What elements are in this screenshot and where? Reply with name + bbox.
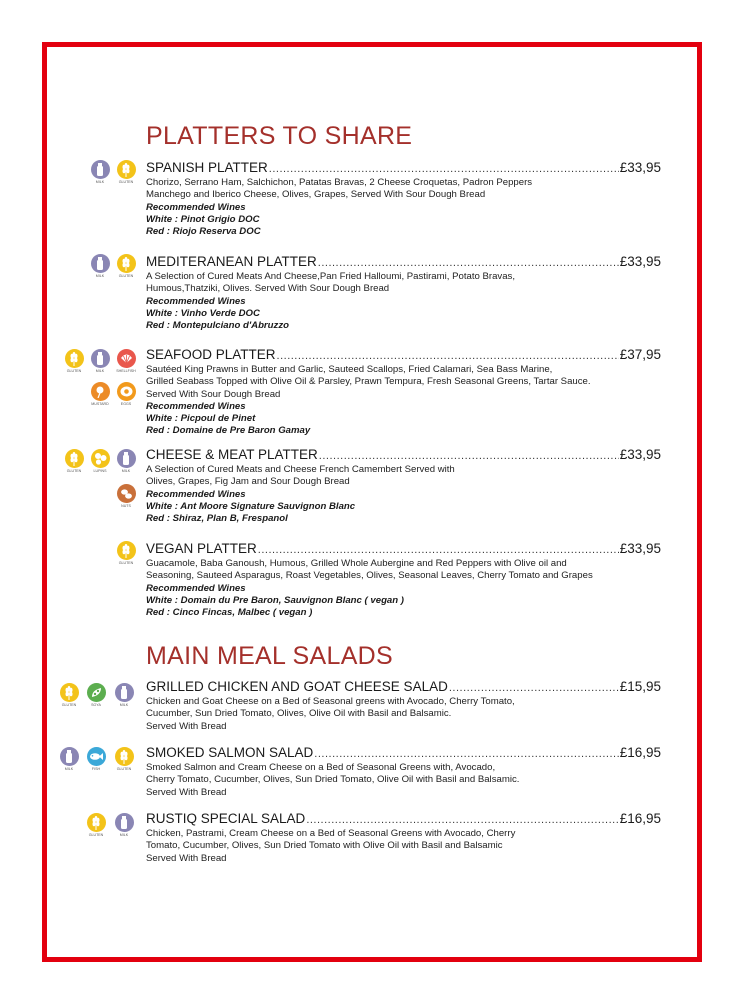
- dot-leader: [314, 746, 618, 762]
- wine-white: White : Vinho Verde DOC: [146, 307, 260, 319]
- fish-icon: [87, 747, 106, 766]
- wine-red: Red : Riojo Reserva DOC: [146, 226, 261, 238]
- wine-white: White : Domain du Pre Baron, Sauvignon Blanc ( vegan ): [146, 594, 404, 606]
- item-description: Served With Sour Dough Bread: [146, 388, 281, 400]
- allergen-shellfish: SHELLFISH: [115, 349, 137, 374]
- milk-bottle-icon: [91, 349, 110, 368]
- wheat-icon: [60, 683, 79, 702]
- item-name: SPANISH PLATTER: [146, 160, 268, 175]
- wine-white: White : Ant Moore Signature Sauvignon Blanc: [146, 500, 356, 512]
- wine-red: Red : Shiraz, Plan B, Frespanol: [146, 513, 288, 525]
- item-description: Chicken, Pastrami, Cream Cheese on a Bed of Seasonal Greens with Avocado, Cherry: [146, 828, 516, 839]
- wheat-icon: [117, 254, 136, 273]
- item-price: £33,95: [619, 447, 661, 462]
- dot-leader: [277, 348, 619, 364]
- section-title-salads: MAIN MEAL SALADS: [146, 642, 393, 670]
- item-description: Sautéed King Prawns in Butter and Garlic, Sauteed Scallops, Fried Calamari, Sea Bass Marine,: [146, 364, 553, 375]
- item-price: £37,95: [619, 347, 661, 362]
- dot-leader: [258, 542, 619, 558]
- item-description: Seasoning, Sauteed Asparagus, Roast Vegetables, Olives, Seasonal Leaves, Cherry Tomato and Grapes: [146, 570, 593, 582]
- menu-item-seafood-platter: [146, 347, 661, 438]
- item-price: £33,95: [619, 160, 661, 175]
- dot-leader: [306, 812, 618, 828]
- item-description: Guacamole, Baba Ganoush, Humous, Grilled Whole Aubergine and Red Peppers with Olive oil and: [146, 558, 567, 569]
- menu-item-vegan-platter: [146, 541, 661, 619]
- wine-heading: Recommended Wines: [146, 488, 246, 500]
- wine-heading: Recommended Wines: [146, 201, 246, 213]
- milk-bottle-icon: [115, 813, 134, 832]
- wheat-icon: [65, 349, 84, 368]
- menu-item-grilled-chicken-salad: [146, 679, 661, 733]
- dot-leader: [269, 161, 619, 177]
- lupin-icon: [91, 449, 110, 468]
- allergen-milk: MILK: [89, 160, 111, 185]
- wheat-icon: [117, 541, 136, 560]
- wheat-icon: [87, 813, 106, 832]
- allergen-gluten: GLUTEN: [58, 683, 80, 708]
- allergen-milk: MILK: [113, 813, 135, 838]
- allergen-gluten: GLUTEN: [115, 254, 137, 279]
- dot-leader: [319, 448, 619, 464]
- mustard-icon: [91, 382, 110, 401]
- milk-bottle-icon: [60, 747, 79, 766]
- item-description: Grilled Seabass Topped with Olive Oil & Parsley, Prawn Tempura, Fresh Seasonal Greens, Tartar Sauce.: [146, 376, 591, 388]
- allergen-soya: SOYA: [85, 683, 107, 708]
- allergen-gluten: GLUTEN: [115, 160, 137, 185]
- item-description: Olives, Grapes, Fig Jam and Sour Dough Bread: [146, 476, 350, 488]
- allergen-gluten: GLUTEN: [85, 813, 107, 838]
- allergen-nuts: NUTS: [115, 484, 137, 509]
- section-title-platters: PLATTERS TO SHARE: [146, 122, 413, 150]
- item-name: MEDITERANEAN PLATTER: [146, 254, 317, 269]
- item-name: GRILLED CHICKEN AND GOAT CHEESE SALAD: [146, 679, 448, 694]
- item-description: Served With Bread: [146, 852, 227, 864]
- item-description: Served With Bread: [146, 720, 227, 732]
- wheat-icon: [117, 160, 136, 179]
- item-name: CHEESE & MEAT PLATTER: [146, 447, 318, 462]
- allergen-milk: MILK: [115, 449, 137, 474]
- dot-leader: [449, 680, 619, 696]
- menu-item-cheese-meat-platter: [146, 447, 661, 525]
- allergen-fish: FISH: [85, 747, 107, 772]
- item-price: £15,95: [619, 679, 661, 694]
- allergen-gluten: GLUTEN: [113, 747, 135, 772]
- item-description: Manchego and Iberico Cheese, Olives, Grapes, Served With Sour Dough Bread: [146, 189, 486, 201]
- allergen-milk: MILK: [113, 683, 135, 708]
- item-price: £16,95: [619, 745, 661, 760]
- dot-leader: [318, 255, 619, 271]
- item-description: Tomato, Cucumber, Olives, Sun Dried Tomato with Olive Oil with Basil and Balsamic: [146, 840, 503, 852]
- menu-item-spanish-platter: [146, 160, 661, 238]
- milk-bottle-icon: [91, 254, 110, 273]
- wine-white: White : Pinot Grigio DOC: [146, 213, 260, 225]
- item-description: Served With Bread: [146, 786, 227, 798]
- menu-item-rustiq-special-salad: [146, 811, 661, 865]
- nut-icon: [117, 484, 136, 503]
- item-price: £16,95: [619, 811, 661, 826]
- menu-item-smoked-salmon-salad: [146, 745, 661, 799]
- wheat-icon: [115, 747, 134, 766]
- milk-bottle-icon: [91, 160, 110, 179]
- menu-item-mediteranean-platter: [146, 254, 661, 332]
- item-description: Chicken and Goat Cheese on a Bed of Seasonal greens with Avocado, Cherry Tomato,: [146, 696, 515, 707]
- allergen-milk: MILK: [58, 747, 80, 772]
- wheat-icon: [65, 449, 84, 468]
- item-description: Chorizo, Serrano Ham, Salchichon, Patatas Bravas, 2 Cheese Croquetas, Padron Peppers: [146, 177, 533, 188]
- item-description: A Selection of Cured Meats And Cheese,Pan Fried Halloumi, Pastirami, Potato Bravas,: [146, 271, 516, 282]
- item-description: Cherry Tomato, Cucumber, Olives, Sun Dried Tomato, Olive Oil with Basil and Balsamic.: [146, 774, 520, 786]
- item-price: £33,95: [619, 254, 661, 269]
- item-description: A Selection of Cured Meats and Cheese French Camembert Served with: [146, 464, 455, 475]
- milk-bottle-icon: [117, 449, 136, 468]
- allergen-milk: MILK: [89, 349, 111, 374]
- item-description: Cucumber, Sun Dried Tomato, Olives, Olive Oil with Basil and Balsamic.: [146, 708, 452, 720]
- soya-icon: [87, 683, 106, 702]
- item-name: SMOKED SALMON SALAD: [146, 745, 314, 760]
- egg-icon: [117, 382, 136, 401]
- allergen-milk: MILK: [89, 254, 111, 279]
- item-name: SEAFOOD PLATTER: [146, 347, 276, 362]
- item-description: Smoked Salmon and Cream Cheese on a Bed of Seasonal Greens with, Avocado,: [146, 762, 496, 773]
- item-name: RUSTIQ SPECIAL SALAD: [146, 811, 306, 826]
- wine-red: Red : Domaine de Pre Baron Gamay: [146, 425, 311, 437]
- wine-heading: Recommended Wines: [146, 295, 246, 307]
- allergen-mustard: MUSTARD: [89, 382, 111, 407]
- allergen-gluten: GLUTEN: [63, 449, 85, 474]
- allergen-gluten: GLUTEN: [63, 349, 85, 374]
- wine-red: Red : Cinco Fincas, Malbec ( vegan ): [146, 607, 313, 619]
- item-description: Humous,Thatziki, Olives. Served With Sour Dough Bread: [146, 283, 390, 295]
- wine-red: Red : Montepulciano d'Abruzzo: [146, 320, 289, 332]
- wine-heading: Recommended Wines: [146, 400, 246, 412]
- milk-bottle-icon: [115, 683, 134, 702]
- allergen-eggs: EGGS: [115, 382, 137, 407]
- allergen-lupins: LUPINS: [89, 449, 111, 474]
- wine-heading: Recommended Wines: [146, 582, 246, 594]
- item-price: £33,95: [619, 541, 661, 556]
- wine-white: White : Picpoul de Pinet: [146, 413, 256, 425]
- allergen-gluten: GLUTEN: [115, 541, 137, 566]
- shell-icon: [117, 349, 136, 368]
- item-name: VEGAN PLATTER: [146, 541, 257, 556]
